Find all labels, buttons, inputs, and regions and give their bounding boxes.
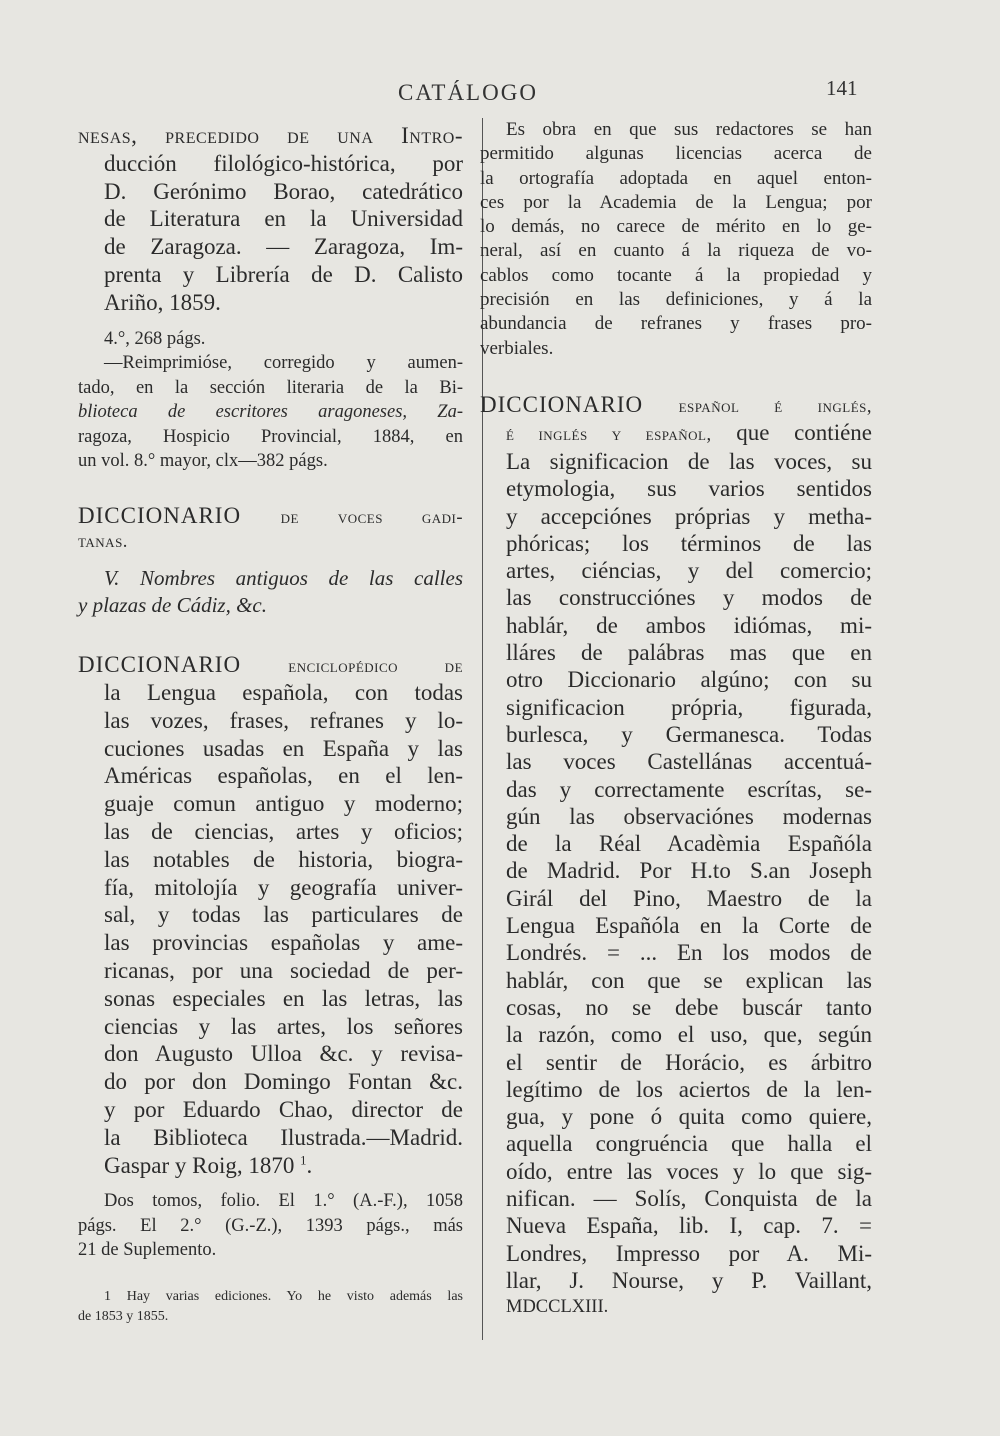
- text-line: D. Gerónimo Borao, catedrático: [104, 178, 463, 204]
- entry-enciclopedico-note: [78, 1189, 463, 1263]
- text-line: do por don Domingo Fontan &c.: [104, 1069, 463, 1095]
- entry-voces-gaditanas: [78, 502, 463, 555]
- text-line: Gaspar y Roig, 1870: [104, 1152, 295, 1178]
- entry-borao-note: [78, 327, 463, 474]
- entry-headword: DICCIONARIO: [480, 391, 644, 417]
- text-line: 1 Hay varias ediciones. Yo he visto además las: [104, 1288, 463, 1304]
- text-line: —Reimprimióse, corregido y aumen-: [104, 353, 463, 374]
- text-line: de Madrid. Por H.to S.an Joseph: [506, 858, 872, 884]
- text-line: tado, en la sección literaria de la Bi-: [78, 377, 463, 398]
- text-line: las construcciónes y modos de: [506, 585, 872, 611]
- text-line: abundancia de refranes y frases pro-: [480, 313, 872, 335]
- text-line: gua, y pone ó quita como quiere,: [506, 1104, 872, 1130]
- text-line: la razón, como el uso, que, según: [506, 1022, 872, 1048]
- text-line: gún las observaciónes modernas: [506, 803, 872, 829]
- text-line: guaje comun antiguo y moderno;: [104, 791, 463, 817]
- text-line: nesas, precedido de una Intro-: [78, 123, 463, 148]
- text-line: cosas, no se debe buscár tanto: [506, 994, 872, 1020]
- text-line: legítimo de los aciertos de la len-: [506, 1076, 872, 1102]
- text-line: artes, ciéncias, y del comercio;: [506, 558, 872, 584]
- text-line: Es obra en que sus redactores se han: [506, 119, 872, 140]
- text-line: neral, así en cuanto á la riqueza de vo-: [480, 240, 872, 262]
- entry-enciclopedico-note-continued: [480, 118, 872, 361]
- text-line: ces por la Academia de la Lengua; por: [480, 191, 872, 213]
- page-number: 141: [826, 76, 858, 100]
- entry-title: enciclopédico de: [288, 656, 464, 677]
- left-column: [78, 122, 463, 1327]
- text-line: Dos tomos, folio. El 1.° (A.-F.), 1058: [104, 1191, 463, 1212]
- text-line: de Literatura en la Universidad: [104, 206, 463, 232]
- text-line: las provincias españolas y ame-: [104, 930, 463, 956]
- text-line: ragoza, Hospicio Provincial, 1884, en: [78, 426, 463, 447]
- text-line: de 1853 y 1855.: [78, 1308, 169, 1324]
- entry-title: de voces gadi-: [280, 507, 463, 528]
- text-line: blioteca de escritores aragoneses, Za-: [78, 402, 463, 423]
- text-line: y plazas de Cádiz, &c.: [78, 592, 267, 617]
- entry-voces-gaditanas-note: [78, 565, 463, 619]
- text-line: sonas especiales en las letras, las: [104, 985, 463, 1011]
- text-line: Londres, Impresso por A. Mi-: [506, 1240, 872, 1266]
- text-line: phóricas; los términos de las: [506, 530, 872, 556]
- text-line: y por Eduardo Chao, director de: [104, 1097, 463, 1123]
- text-line: Londrés. = ... En los modos de: [506, 940, 872, 966]
- running-header: CATÁLOGO: [398, 80, 538, 105]
- entry-enciclopedico: DICCIONARIO enciclopédico de la Lengua española, con todas las vozes, frases, refranes y lo- cuciones usadas en España y las Américas españolas, en el len- guaje comun antiguo y moderno; las de ciencias, artes y oficios; las notables de historia, biogra- fía, mitolojía y geografía univer- sal, y todas las particulares de las provincias españolas y ame- ricanas, por una sociedad de per- sonas especiales en las letras, las ciencias y las artes, los señores don Augusto Ulloa &c. y revisa- do por don Domingo Fontan &c. y por Eduardo Chao, director de la Biblioteca Ilustrada.—Madrid. Gaspar y Roig, 1870 $^1$.: [78, 651, 464, 1178]
- text-line: ricanas, por una sociedad de per-: [104, 958, 463, 984]
- text-line: verbiales.: [480, 337, 554, 359]
- text-line: ciencias y las artes, los señores: [104, 1013, 463, 1039]
- text-line: la ortografía adoptada en aquel enton-: [480, 167, 872, 189]
- text-line: burlesca, y Germanesca. Todas: [506, 721, 872, 747]
- text-line: las voces Castellánas accentuá-: [506, 749, 872, 775]
- text-line: Nueva España, lib. I, cap. 7. =: [506, 1213, 872, 1239]
- text-line: 4.°, 268 págs.: [104, 328, 206, 349]
- entry-title: español é inglés,: [678, 396, 872, 417]
- text-line: ducción filológico-histórica, por: [104, 150, 463, 176]
- footnote: [78, 1287, 463, 1327]
- text-line: la Biblioteca Ilustrada.—Madrid.: [104, 1124, 463, 1150]
- text-line: la Lengua española, con todas: [104, 680, 463, 706]
- entry-title: é inglés y español,: [506, 425, 712, 446]
- text-line: [78, 122, 463, 150]
- entry-title: tanas.: [78, 532, 128, 553]
- text-line: precisión en las definiciones, y á la: [480, 289, 872, 311]
- text-line: das y correctamente escrítas, se-: [506, 776, 872, 802]
- text-line: cablos como tocante á la propiedad y: [480, 264, 872, 286]
- text-line: oído, entre las voces y lo que sig-: [506, 1158, 872, 1184]
- text-line: V. Nombres antiguos de las calles: [104, 565, 463, 590]
- text-line: permitido algunas licencias acerca de: [480, 143, 872, 165]
- text-line: que contiéne: [711, 420, 872, 446]
- entry-headword: DICCIONARIO: [78, 502, 242, 528]
- footnote-marker: 1: [300, 1152, 307, 1167]
- text-line: 21 de Suplemento.: [78, 1240, 217, 1261]
- text-line: significacion própria, figurada,: [506, 694, 872, 720]
- text-line: las notables de historia, biogra-: [104, 846, 463, 872]
- text-line: las vozes, frases, refranes y lo-: [104, 707, 463, 733]
- text-line: Lengua Españóla en la Corte de: [506, 913, 872, 939]
- text-line: fía, mitolojía y geografía univer-: [104, 874, 463, 900]
- text-line: Américas españolas, en el len-: [104, 763, 463, 789]
- text-line: un vol. 8.° mayor, clx—382 págs.: [78, 451, 328, 472]
- text-line: don Augusto Ulloa &c. y revisa-: [104, 1041, 463, 1067]
- text-line: de la Réal Acadèmia Españóla: [506, 831, 872, 857]
- text-line: MDCCLXIII.: [506, 1297, 609, 1318]
- text-line: págs. El 2.° (G.-Z.), 1393 págs., más: [78, 1215, 463, 1236]
- text-line: llar, J. Nourse, y P. Vaillant,: [506, 1267, 872, 1293]
- text-line: prenta y Librería de D. Calisto: [104, 261, 463, 287]
- text-line: Ariño, 1859.: [104, 289, 221, 315]
- text-line: Girál del Pino, Maestro de la: [506, 885, 872, 911]
- text-line: las de ciencias, artes y oficios;: [104, 819, 463, 845]
- entry-headword: DICCIONARIO: [78, 651, 242, 677]
- entry-borao: [78, 122, 463, 317]
- entry-espanol-ingles: [480, 391, 872, 1320]
- text-line: cuciones usadas en España y las: [104, 735, 463, 761]
- text-line: hablár, de ambos idiómas, mi-: [506, 612, 872, 638]
- text-line: sal, y todas las particulares de: [104, 902, 463, 928]
- text-line: hablár, con que se explican las: [506, 967, 872, 993]
- right-column: [480, 118, 872, 1320]
- text-line: de Zaragoza. — Zaragoza, Im-: [104, 234, 463, 260]
- text-line: etymologia, sus varios sentidos: [506, 476, 872, 502]
- text-line: lo demás, no carece de mérito en lo ge-: [480, 216, 872, 238]
- text-line: otro Diccionario algúno; con su: [506, 667, 872, 693]
- text-line: La significacion de las voces, su: [506, 448, 872, 474]
- text-line: y accepciónes próprias y metha-: [506, 503, 872, 529]
- text-line: lláres de palábras mas que en: [506, 640, 872, 666]
- text-line: nifican. — Solís, Conquista de la: [506, 1185, 872, 1211]
- text-line: el sentir de Horácio, es árbitro: [506, 1049, 872, 1075]
- text-line: aquella congruéncia que halla el: [506, 1131, 872, 1157]
